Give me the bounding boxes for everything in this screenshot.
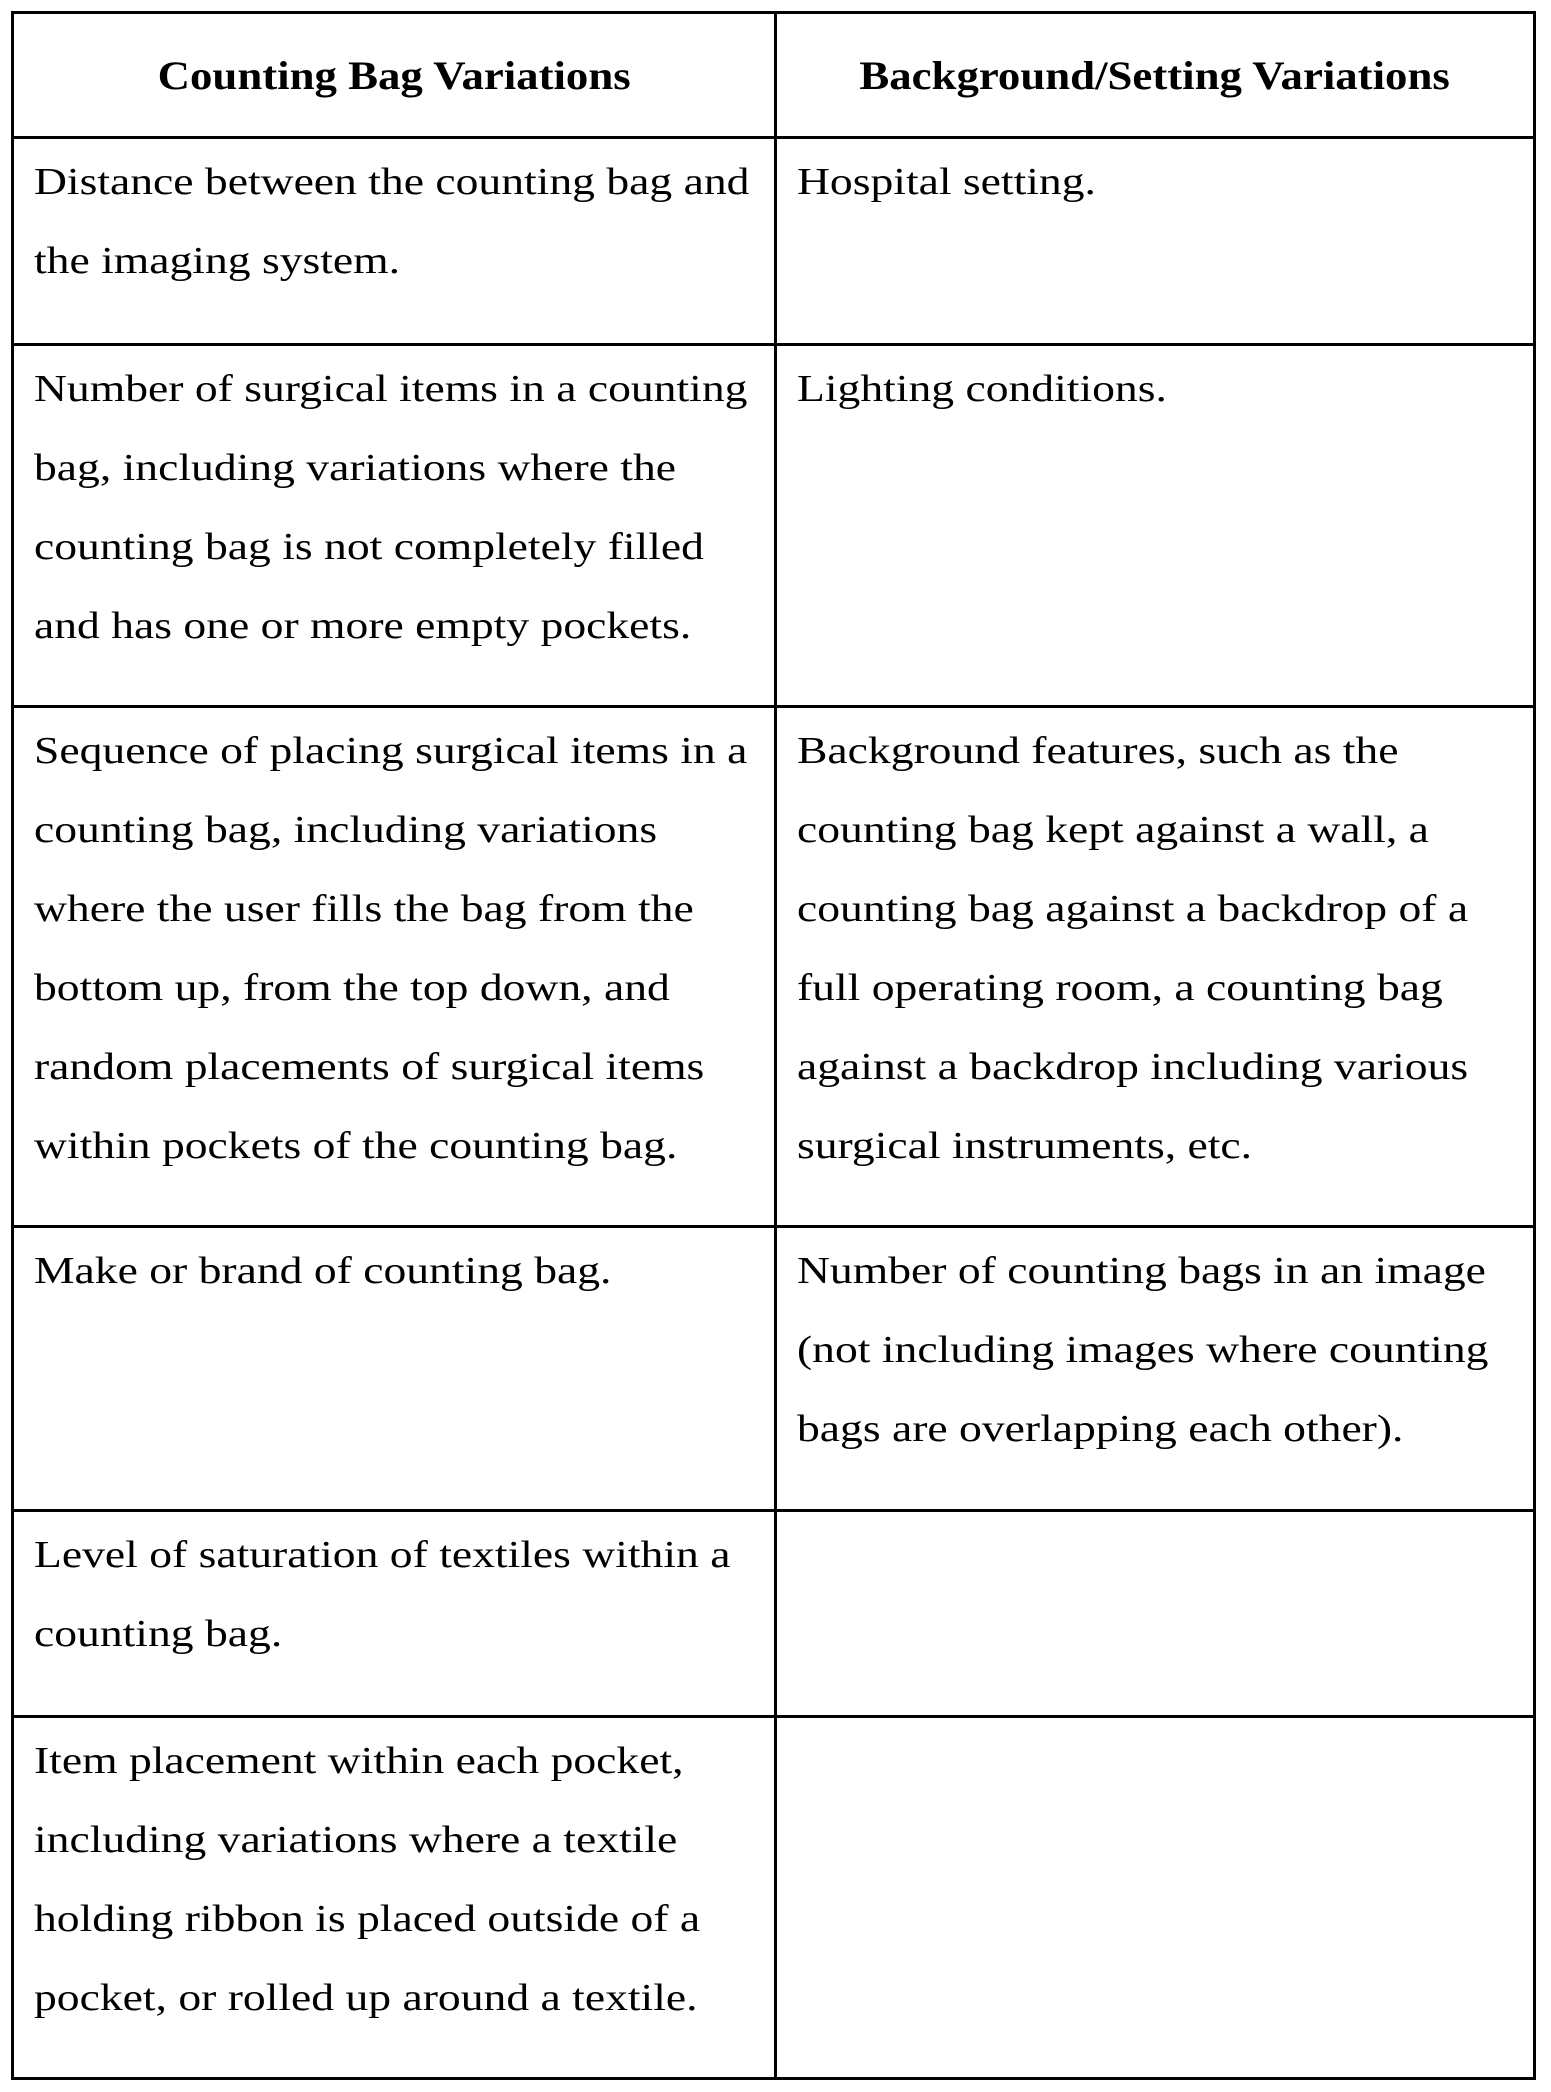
cell-text-line: Number of surgical items in a counting <box>34 350 922 429</box>
cell-text-line: bag, including variations where the <box>34 429 922 508</box>
cell-text-line: Distance between the counting bag and <box>34 143 922 222</box>
cell-text-line: and has one or more empty pockets. <box>34 587 922 666</box>
counting-bag-variation-cell <box>14 1512 777 1715</box>
cell-text-line: Number of counting bags in an image <box>797 1232 1551 1311</box>
cell-text-line: surgical instruments, etc. <box>797 1107 1551 1186</box>
header-row <box>14 14 1533 139</box>
header-cell <box>777 14 1533 136</box>
background-variation-cell <box>777 139 1533 343</box>
cell-text-line: Item placement within each pocket, <box>34 1722 922 1801</box>
counting-bag-variation-cell <box>14 1718 777 2080</box>
cell-text-line: Hospital setting. <box>797 143 1551 222</box>
counting-bag-variation-cell <box>14 708 777 1225</box>
cell-text-line: against a backdrop including various <box>797 1028 1551 1107</box>
table-row <box>14 708 1533 1228</box>
table-row <box>14 1228 1533 1512</box>
cell-text-line: the imaging system. <box>34 222 922 301</box>
cell-text-line: counting bag is not completely filled <box>34 508 922 587</box>
background-variation-cell <box>777 1228 1533 1509</box>
cell-text-line: Make or brand of counting bag. <box>34 1232 922 1311</box>
background-variation-cell <box>777 1718 1533 2080</box>
background-variation-cell <box>777 1512 1533 1715</box>
cell-text-line: bottom up, from the top down, and <box>34 949 922 1028</box>
column-header-background: Background/Setting Variations <box>860 52 1450 99</box>
table-row <box>14 346 1533 708</box>
counting-bag-variation-cell <box>14 346 777 705</box>
variations-table <box>11 11 1536 2080</box>
counting-bag-variation-cell <box>14 1228 777 1509</box>
cell-text-line: where the user fills the bag from the <box>34 870 922 949</box>
cell-text-line: counting bag. <box>34 1595 922 1674</box>
cell-text-line: Background features, such as the <box>797 712 1551 791</box>
table-row <box>14 139 1533 346</box>
cell-text-line: pocket, or rolled up around a textile. <box>34 1959 922 2038</box>
table-row <box>14 1512 1533 1718</box>
cell-text-line: Sequence of placing surgical items in a <box>34 712 922 791</box>
counting-bag-variation-cell <box>14 139 777 343</box>
cell-text-line: full operating room, a counting bag <box>797 949 1551 1028</box>
cell-text-line: random placements of surgical items <box>34 1028 922 1107</box>
background-variation-cell <box>777 346 1533 705</box>
cell-text-line: including variations where a textile <box>34 1801 922 1880</box>
table-row <box>14 1718 1533 2080</box>
cell-text-line: holding ribbon is placed outside of a <box>34 1880 922 1959</box>
column-header-counting-bag: Counting Bag Variations <box>157 52 630 99</box>
cell-text-line: within pockets of the counting bag. <box>34 1107 922 1186</box>
cell-text-line: counting bag kept against a wall, a <box>797 791 1551 870</box>
cell-text-line: Lighting conditions. <box>797 350 1551 429</box>
cell-text-line: (not including images where counting <box>797 1311 1551 1390</box>
cell-text-line: Level of saturation of textiles within a <box>34 1516 922 1595</box>
cell-text-line: bags are overlapping each other). <box>797 1390 1551 1469</box>
background-variation-cell <box>777 708 1533 1225</box>
cell-text-line: counting bag against a backdrop of a <box>797 870 1551 949</box>
cell-text-line: counting bag, including variations <box>34 791 922 870</box>
header-cell <box>14 14 777 136</box>
